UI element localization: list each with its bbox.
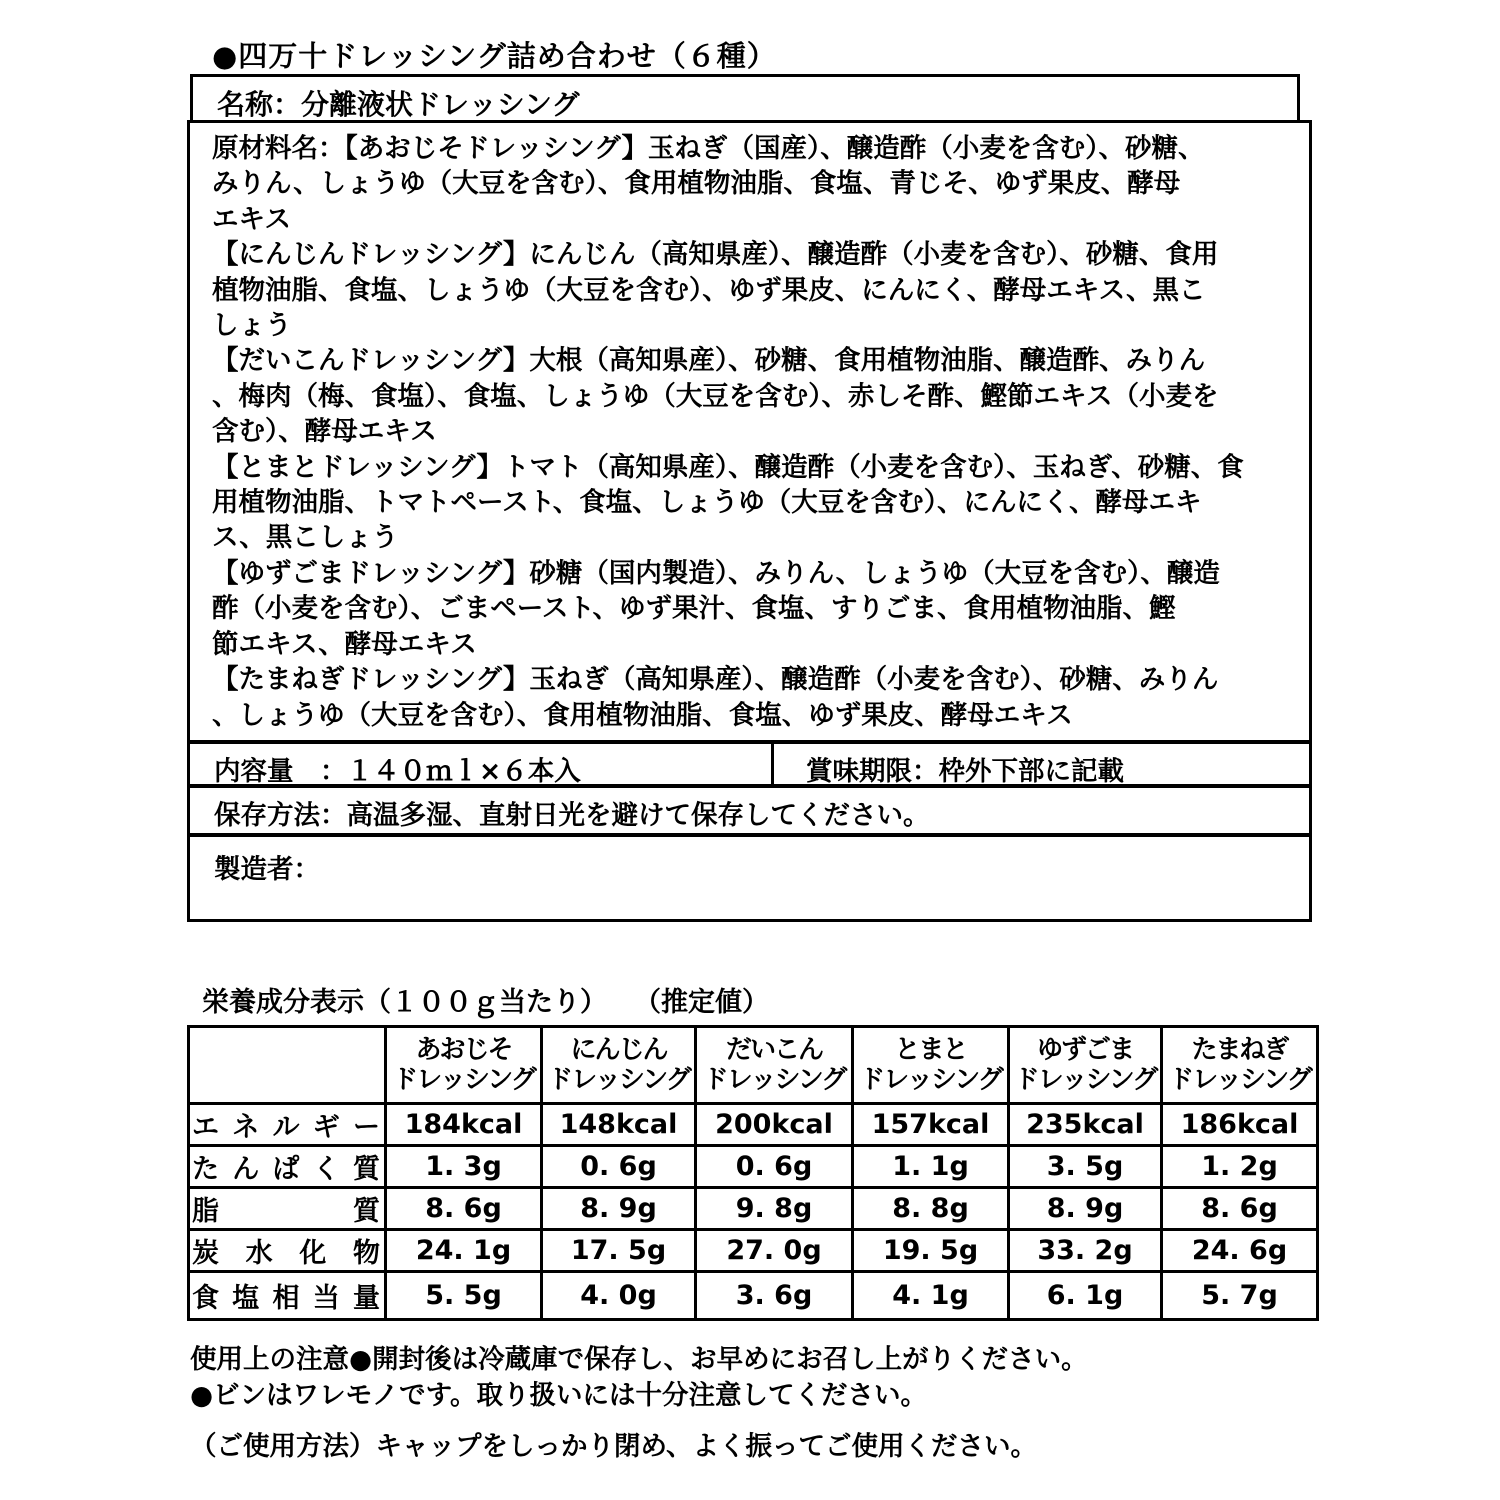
table-cell: 0. 6g bbox=[542, 1146, 696, 1188]
storage-method: 保存方法：高温多湿、直射日光を避けて保存してください。 bbox=[214, 800, 930, 831]
ingredients-line: 節エキス、酵母エキス bbox=[212, 628, 477, 660]
label-box bbox=[187, 120, 1312, 922]
ingredients-line: 【たまねぎドレッシング】玉ねぎ（高知県産）、醸造酢（小麦を含む）、砂糖、みりん bbox=[212, 664, 1219, 696]
product-name: 名称：分離液状ドレッシング bbox=[217, 88, 580, 121]
column-header: あおじそ ドレッシング bbox=[386, 1027, 542, 1104]
row-label: エネルギー bbox=[189, 1104, 386, 1146]
table-row bbox=[189, 1146, 1318, 1188]
nutrition-table bbox=[187, 1025, 1319, 1321]
table-row bbox=[189, 1272, 1318, 1320]
table-cell: 157kcal bbox=[853, 1104, 1009, 1146]
table-cell: 4. 0g bbox=[542, 1272, 696, 1320]
ingredients-line: 【ゆずごまドレッシング】砂糖（国内製造）、みりん、しょうゆ（大豆を含む）、醸造 bbox=[212, 557, 1220, 589]
ingredients-line: みりん、しょうゆ（大豆を含む）、食用植物油脂、食塩、青じそ、ゆず果皮、酵母 bbox=[212, 168, 1181, 200]
nutrition-title: 栄養成分表示（１００ｇ当たり） （推定値） bbox=[202, 987, 769, 1018]
table-cell: 200kcal bbox=[696, 1104, 853, 1146]
ingredients-line: 【にんじんドレッシング】にんじん（高知県産）、醸造酢（小麦を含む）、砂糖、食用 bbox=[212, 239, 1219, 271]
table-cell: 1. 3g bbox=[386, 1146, 542, 1188]
usage-precautions bbox=[190, 1342, 1088, 1414]
best-before: 賞味期限：枠外下部に記載 bbox=[806, 756, 1124, 787]
table-row bbox=[189, 1230, 1318, 1272]
table-cell: 8. 9g bbox=[1009, 1188, 1162, 1230]
ingredients-line: 用植物油脂、トマトペースト、食塩、しょうゆ（大豆を含む）、にんにく、酵母エキ bbox=[212, 487, 1202, 519]
table-cell: 6. 1g bbox=[1009, 1272, 1162, 1320]
ingredients-line: しょう bbox=[212, 310, 292, 342]
ingredients-line: 植物油脂、食塩、しょうゆ（大豆を含む）、ゆず果皮、にんにく、酵母エキス、黒こ bbox=[212, 274, 1206, 306]
table-cell: 235kcal bbox=[1009, 1104, 1162, 1146]
product-title: ●四万十ドレッシング詰め合わせ（６種） bbox=[212, 39, 777, 73]
ingredients-line: ス、黒こしょう bbox=[212, 522, 399, 554]
table-cell: 8. 8g bbox=[853, 1188, 1009, 1230]
manufacturer: 製造者： bbox=[214, 854, 320, 885]
name-box bbox=[190, 74, 1300, 122]
ingredients-line: 、しょうゆ（大豆を含む）、食用植物油脂、食塩、ゆず果皮、酵母エキス bbox=[212, 699, 1073, 731]
table-corner bbox=[189, 1027, 386, 1104]
row-label: 脂 質 bbox=[189, 1188, 386, 1230]
precaution-line: 使用上の注意●開封後は冷蔵庫で保存し、お早めにお召し上がりください。 bbox=[190, 1344, 1088, 1375]
ingredients-line: 含む）、酵母エキス bbox=[212, 416, 437, 448]
ingredients-line: エキス bbox=[212, 203, 291, 235]
table-cell: 17. 5g bbox=[542, 1230, 696, 1272]
table-cell: 27. 0g bbox=[696, 1230, 853, 1272]
table-cell: 5. 7g bbox=[1162, 1272, 1318, 1320]
column-header: にんじん ドレッシング bbox=[542, 1027, 696, 1104]
ingredients-list bbox=[212, 131, 1292, 733]
ingredients-line: 【とまとドレッシング】トマト（高知県産）、醸造酢（小麦を含む）、玉ねぎ、砂糖、食 bbox=[212, 451, 1244, 483]
table-cell: 5. 5g bbox=[386, 1272, 542, 1320]
column-header: たまねぎ ドレッシング bbox=[1162, 1027, 1318, 1104]
table-cell: 19. 5g bbox=[853, 1230, 1009, 1272]
ingredients-line: 、梅肉（梅、食塩）、食塩、しょうゆ（大豆を含む）、赤しそ酢、鰹節エキス（小麦を bbox=[212, 380, 1219, 412]
divider bbox=[190, 833, 1309, 837]
table-cell: 186kcal bbox=[1162, 1104, 1318, 1146]
ingredients-line: 【だいこんドレッシング】大根（高知県産）、砂糖、食用植物油脂、醸造酢、みりん bbox=[212, 345, 1206, 377]
table-cell: 148kcal bbox=[542, 1104, 696, 1146]
ingredients-line: 酢（小麦を含む）、ごまペースト、ゆず果汁、食塩、すりごま、食用植物油脂、鰹 bbox=[212, 593, 1176, 625]
table-cell: 24. 6g bbox=[1162, 1230, 1318, 1272]
divider bbox=[771, 742, 774, 786]
table-cell: 0. 6g bbox=[696, 1146, 853, 1188]
divider bbox=[190, 784, 1309, 788]
table-cell: 9. 8g bbox=[696, 1188, 853, 1230]
row-label: 炭水化物 bbox=[189, 1230, 386, 1272]
column-header: ゆずごま ドレッシング bbox=[1009, 1027, 1162, 1104]
table-cell: 184kcal bbox=[386, 1104, 542, 1146]
table-cell: 8. 6g bbox=[386, 1188, 542, 1230]
table-row bbox=[189, 1104, 1318, 1146]
precaution-line: ●ビンはワレモノです。取り扱いには十分注意してください。 bbox=[190, 1380, 928, 1411]
row-label: 食塩相当量 bbox=[189, 1272, 386, 1320]
table-cell: 8. 9g bbox=[542, 1188, 696, 1230]
table-cell: 3. 6g bbox=[696, 1272, 853, 1320]
table-cell: 24. 1g bbox=[386, 1230, 542, 1272]
column-header: だいこん ドレッシング bbox=[696, 1027, 853, 1104]
divider bbox=[190, 740, 1309, 744]
table-cell: 1. 1g bbox=[853, 1146, 1009, 1188]
table-cell: 33. 2g bbox=[1009, 1230, 1162, 1272]
content-amount: 内容量 ：１４０ｍｌ×６本入 bbox=[214, 756, 581, 787]
table-cell: 3. 5g bbox=[1009, 1146, 1162, 1188]
table-cell: 8. 6g bbox=[1162, 1188, 1318, 1230]
ingredients-line: 原材料名：【あおじそドレッシング】玉ねぎ（国産）、醸造酢（小麦を含む）、砂糖、 bbox=[212, 133, 1205, 164]
table-row bbox=[189, 1188, 1318, 1230]
column-header: とまと ドレッシング bbox=[853, 1027, 1009, 1104]
row-label: たんぱく質 bbox=[189, 1146, 386, 1188]
table-cell: 4. 1g bbox=[853, 1272, 1009, 1320]
table-header-row bbox=[189, 1027, 1318, 1104]
table-cell: 1. 2g bbox=[1162, 1146, 1318, 1188]
usage-instructions: （ご使用方法）キャップをしっかり閉め、よく振ってご使用ください。 bbox=[190, 1431, 1037, 1462]
